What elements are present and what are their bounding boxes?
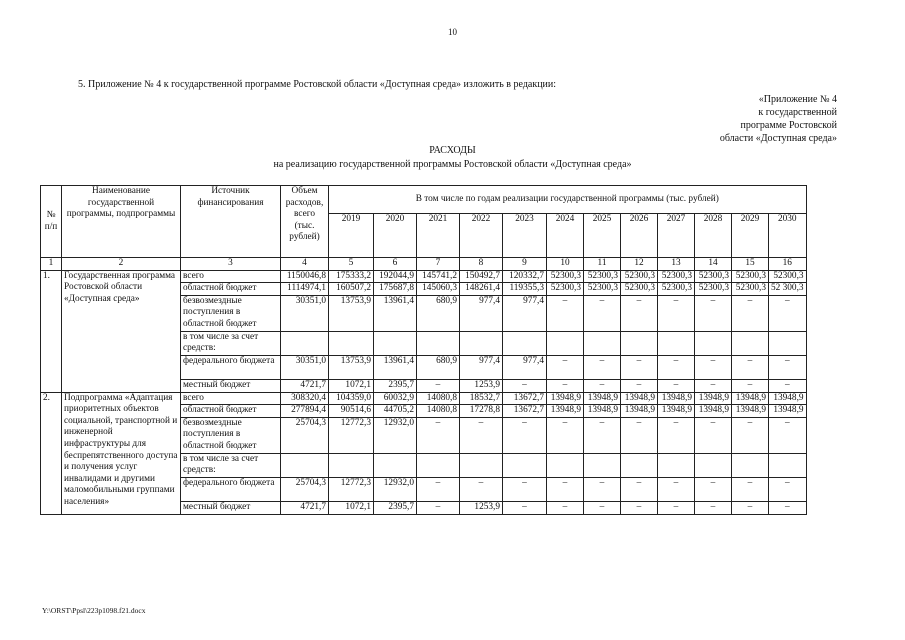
year-amount: 52300,3 bbox=[695, 283, 732, 296]
funding-source: безвозмездные поступления в областной бюджет bbox=[181, 417, 281, 453]
year-amount bbox=[547, 453, 584, 477]
total-amount: 277894,4 bbox=[281, 405, 329, 418]
total-amount: 1114974,1 bbox=[281, 283, 329, 296]
year-amount: 52300,3 bbox=[547, 283, 584, 296]
year-amount: 13948,9 bbox=[547, 392, 584, 405]
year-amount: – bbox=[732, 379, 769, 392]
year-amount: 680,9 bbox=[417, 355, 460, 379]
document-subtitle: на реализацию государственной программы Ростовской области «Доступная среда» bbox=[273, 159, 632, 170]
year-amount: – bbox=[658, 501, 695, 514]
year-amount bbox=[732, 453, 769, 477]
year-amount: 12932,0 bbox=[374, 417, 417, 453]
year-amount: 977,4 bbox=[503, 355, 547, 379]
column-number: 3 bbox=[181, 258, 281, 271]
program-name: Государственная программа Ростовской области «Доступная среда» bbox=[62, 270, 181, 392]
year-amount: 119355,3 bbox=[503, 283, 547, 296]
year-amount: – bbox=[769, 501, 807, 514]
header-source: Источник финансирования bbox=[181, 186, 281, 258]
year-amount bbox=[374, 453, 417, 477]
year-amount: – bbox=[503, 417, 547, 453]
year-amount: – bbox=[503, 501, 547, 514]
year-amount: – bbox=[695, 295, 732, 331]
year-amount: – bbox=[621, 417, 658, 453]
year-amount: 2395,7 bbox=[374, 379, 417, 392]
funding-source: в том числе за счет средств: bbox=[181, 331, 281, 355]
year-amount: – bbox=[547, 477, 584, 501]
column-number: 5 bbox=[329, 258, 374, 271]
year-amount: – bbox=[732, 295, 769, 331]
column-number: 11 bbox=[584, 258, 621, 271]
year-amount: 120332,7 bbox=[503, 270, 547, 283]
year-amount: – bbox=[584, 379, 621, 392]
year-amount: 13948,9 bbox=[695, 405, 732, 418]
year-amount bbox=[329, 453, 374, 477]
year-amount: – bbox=[547, 295, 584, 331]
year-amount: 52300,3 bbox=[658, 283, 695, 296]
total-amount: 25704,3 bbox=[281, 417, 329, 453]
column-number: 1 bbox=[41, 258, 62, 271]
funding-source: федерального бюджета bbox=[181, 477, 281, 501]
year-amount: – bbox=[695, 501, 732, 514]
year-amount: – bbox=[732, 501, 769, 514]
year-amount bbox=[658, 453, 695, 477]
year-amount bbox=[417, 331, 460, 355]
year-amount bbox=[621, 453, 658, 477]
header-years-group: В том числе по годам реализации государственной программы (тыс. рублей) bbox=[329, 186, 807, 214]
year-amount bbox=[621, 331, 658, 355]
year-amount: – bbox=[769, 477, 807, 501]
year-amount: – bbox=[732, 355, 769, 379]
year-amount: – bbox=[695, 379, 732, 392]
funding-source: областной бюджет bbox=[181, 405, 281, 418]
year-amount: – bbox=[584, 501, 621, 514]
year-amount: 13948,9 bbox=[584, 405, 621, 418]
annex-line: к государственной bbox=[758, 107, 837, 118]
year-amount bbox=[695, 331, 732, 355]
year-amount: 12772,3 bbox=[329, 417, 374, 453]
year-amount: – bbox=[769, 417, 807, 453]
column-number: 16 bbox=[769, 258, 807, 271]
total-amount: 1150046,8 bbox=[281, 270, 329, 283]
year-amount: 192044,9 bbox=[374, 270, 417, 283]
year-amount: – bbox=[621, 501, 658, 514]
year-amount: – bbox=[460, 477, 503, 501]
year-amount bbox=[417, 453, 460, 477]
column-number: 14 bbox=[695, 258, 732, 271]
year-amount: – bbox=[769, 295, 807, 331]
total-amount: 30351,0 bbox=[281, 355, 329, 379]
year-amount: 52300,3 bbox=[695, 270, 732, 283]
year-amount: 12772,3 bbox=[329, 477, 374, 501]
year-amount: 18532,7 bbox=[460, 392, 503, 405]
column-number: 9 bbox=[503, 258, 547, 271]
funding-source: местный бюджет bbox=[181, 501, 281, 514]
column-number: 6 bbox=[374, 258, 417, 271]
year-amount: 52300,3 bbox=[584, 270, 621, 283]
funding-source: безвозмездные поступления в областной бюджет bbox=[181, 295, 281, 331]
year-amount: 160507,2 bbox=[329, 283, 374, 296]
funding-source: в том числе за счет средств: bbox=[181, 453, 281, 477]
table-body bbox=[41, 270, 807, 514]
total-amount: 30351,0 bbox=[281, 295, 329, 331]
year-amount bbox=[732, 331, 769, 355]
header-name: Наименование государственной программы, подпрограммы bbox=[62, 186, 181, 258]
year-amount bbox=[460, 331, 503, 355]
year-amount: 104359,0 bbox=[329, 392, 374, 405]
program-number: 2. bbox=[41, 392, 62, 514]
year-amount: – bbox=[695, 355, 732, 379]
year-amount: 680,9 bbox=[417, 295, 460, 331]
page-number: 10 bbox=[448, 27, 457, 37]
year-amount: 13948,9 bbox=[769, 405, 807, 418]
header-year: 2023 bbox=[503, 214, 547, 258]
year-amount bbox=[695, 453, 732, 477]
column-number: 13 bbox=[658, 258, 695, 271]
year-amount bbox=[460, 453, 503, 477]
total-amount: 308320,4 bbox=[281, 392, 329, 405]
year-amount bbox=[329, 331, 374, 355]
year-amount: – bbox=[769, 355, 807, 379]
column-number: 15 bbox=[732, 258, 769, 271]
header-year: 2021 bbox=[417, 214, 460, 258]
year-amount: 175333,2 bbox=[329, 270, 374, 283]
year-amount: 52300,3 bbox=[621, 270, 658, 283]
year-amount: – bbox=[417, 379, 460, 392]
year-amount: 150492,7 bbox=[460, 270, 503, 283]
year-amount: – bbox=[621, 379, 658, 392]
column-number: 4 bbox=[281, 258, 329, 271]
year-amount: 14080,8 bbox=[417, 392, 460, 405]
table-row bbox=[41, 392, 807, 405]
document-title: РАСХОДЫ bbox=[429, 145, 476, 156]
total-amount bbox=[281, 331, 329, 355]
year-amount: 1072,1 bbox=[329, 379, 374, 392]
year-amount: 14080,8 bbox=[417, 405, 460, 418]
year-amount bbox=[584, 453, 621, 477]
year-amount: 52 300,3 bbox=[769, 283, 807, 296]
year-amount: 13961,4 bbox=[374, 295, 417, 331]
year-amount: 13948,9 bbox=[658, 392, 695, 405]
year-amount bbox=[658, 331, 695, 355]
year-amount: 52300,3 bbox=[769, 270, 807, 283]
year-amount: 148261,4 bbox=[460, 283, 503, 296]
year-amount: 52300,3 bbox=[547, 270, 584, 283]
year-amount: 13948,9 bbox=[732, 405, 769, 418]
header-year: 2029 bbox=[732, 214, 769, 258]
header-total: Объем расходов, всего (тыс. рублей) bbox=[281, 186, 329, 258]
header-year: 2025 bbox=[584, 214, 621, 258]
year-amount: – bbox=[621, 477, 658, 501]
year-amount: 52300,3 bbox=[732, 283, 769, 296]
header-num: № п/п bbox=[41, 186, 62, 258]
year-amount: – bbox=[417, 477, 460, 501]
year-amount bbox=[374, 331, 417, 355]
year-amount: 90514,6 bbox=[329, 405, 374, 418]
funding-source: местный бюджет bbox=[181, 379, 281, 392]
year-amount bbox=[547, 331, 584, 355]
year-amount: 1072,1 bbox=[329, 501, 374, 514]
total-amount: 4721,7 bbox=[281, 501, 329, 514]
column-number: 12 bbox=[621, 258, 658, 271]
year-amount: 17278,8 bbox=[460, 405, 503, 418]
year-amount: – bbox=[584, 417, 621, 453]
year-amount: 2395,7 bbox=[374, 501, 417, 514]
year-amount: – bbox=[695, 477, 732, 501]
year-amount: 60032,9 bbox=[374, 392, 417, 405]
year-amount: – bbox=[658, 295, 695, 331]
year-amount: 145060,3 bbox=[417, 283, 460, 296]
year-amount: 977,4 bbox=[460, 295, 503, 331]
year-amount: 13948,9 bbox=[769, 392, 807, 405]
year-amount: – bbox=[503, 379, 547, 392]
header-year: 2019 bbox=[329, 214, 374, 258]
program-number: 1. bbox=[41, 270, 62, 392]
year-amount: 13753,9 bbox=[329, 355, 374, 379]
year-amount: – bbox=[547, 417, 584, 453]
header-year: 2030 bbox=[769, 214, 807, 258]
year-amount: 1253,9 bbox=[460, 379, 503, 392]
year-amount: – bbox=[417, 501, 460, 514]
year-amount: 977,4 bbox=[460, 355, 503, 379]
year-amount: 13753,9 bbox=[329, 295, 374, 331]
year-amount: – bbox=[584, 295, 621, 331]
expenses-table bbox=[40, 185, 807, 515]
annex-line: программе Ростовской bbox=[740, 120, 837, 131]
header-year: 2020 bbox=[374, 214, 417, 258]
column-number: 7 bbox=[417, 258, 460, 271]
year-amount: – bbox=[584, 355, 621, 379]
total-amount: 4721,7 bbox=[281, 379, 329, 392]
year-amount: 44705,2 bbox=[374, 405, 417, 418]
year-amount: – bbox=[732, 417, 769, 453]
program-name: Подпрограмма «Адаптация приоритетных объектов социальной, транспортной и инженерной инфраструктуры для беспрепятственного доступа и получения услуг инвалидами и другими маломобильными группами населения» bbox=[62, 392, 181, 514]
year-amount: – bbox=[769, 379, 807, 392]
funding-source: всего bbox=[181, 270, 281, 283]
year-amount: 12932,0 bbox=[374, 477, 417, 501]
year-amount: 13948,9 bbox=[584, 392, 621, 405]
year-amount: 52300,3 bbox=[732, 270, 769, 283]
year-amount: 175687,8 bbox=[374, 283, 417, 296]
year-amount: – bbox=[621, 295, 658, 331]
annex-caption bbox=[687, 93, 837, 145]
column-number: 2 bbox=[62, 258, 181, 271]
year-amount: – bbox=[547, 501, 584, 514]
year-amount: – bbox=[547, 379, 584, 392]
header-year: 2026 bbox=[621, 214, 658, 258]
file-path-footer: Y:\ORST\Ppsl\223p1098.f21.docx bbox=[42, 606, 146, 615]
year-amount: – bbox=[584, 477, 621, 501]
year-amount: 52300,3 bbox=[658, 270, 695, 283]
year-amount: 13961,4 bbox=[374, 355, 417, 379]
year-amount: 13948,9 bbox=[621, 405, 658, 418]
year-amount: 145741,2 bbox=[417, 270, 460, 283]
header-year: 2022 bbox=[460, 214, 503, 258]
year-amount bbox=[503, 453, 547, 477]
year-amount: 13948,9 bbox=[621, 392, 658, 405]
year-amount bbox=[769, 331, 807, 355]
year-amount: 1253,9 bbox=[460, 501, 503, 514]
year-amount: – bbox=[460, 417, 503, 453]
year-amount: 52300,3 bbox=[584, 283, 621, 296]
header-year: 2028 bbox=[695, 214, 732, 258]
year-amount bbox=[584, 331, 621, 355]
year-amount: – bbox=[695, 417, 732, 453]
table-row bbox=[41, 270, 807, 283]
year-amount: 13948,9 bbox=[695, 392, 732, 405]
annex-line: «Приложение № 4 bbox=[758, 94, 837, 105]
year-amount: – bbox=[658, 379, 695, 392]
year-amount bbox=[769, 453, 807, 477]
year-amount: – bbox=[658, 417, 695, 453]
year-amount: – bbox=[547, 355, 584, 379]
annex-line: области «Доступная среда» bbox=[719, 133, 837, 144]
header-year: 2024 bbox=[547, 214, 584, 258]
total-amount: 25704,3 bbox=[281, 477, 329, 501]
year-amount: 13672,7 bbox=[503, 405, 547, 418]
header-year: 2027 bbox=[658, 214, 695, 258]
year-amount: 13948,9 bbox=[547, 405, 584, 418]
year-amount: 977,4 bbox=[503, 295, 547, 331]
year-amount: 13948,9 bbox=[658, 405, 695, 418]
year-amount: – bbox=[503, 477, 547, 501]
year-amount: – bbox=[732, 477, 769, 501]
funding-source: федерального бюджета bbox=[181, 355, 281, 379]
year-amount: – bbox=[658, 355, 695, 379]
year-amount bbox=[503, 331, 547, 355]
column-number: 8 bbox=[460, 258, 503, 271]
intro-text: 5. Приложение № 4 к государственной программе Ростовской области «Доступная среда» изложить в редакции: bbox=[78, 79, 557, 90]
year-amount: – bbox=[417, 417, 460, 453]
total-amount bbox=[281, 453, 329, 477]
year-amount: 13672,7 bbox=[503, 392, 547, 405]
column-number: 10 bbox=[547, 258, 584, 271]
funding-source: областной бюджет bbox=[181, 283, 281, 296]
year-amount: – bbox=[658, 477, 695, 501]
year-amount: 13948,9 bbox=[732, 392, 769, 405]
year-amount: – bbox=[621, 355, 658, 379]
year-amount: 52300,3 bbox=[621, 283, 658, 296]
funding-source: всего bbox=[181, 392, 281, 405]
